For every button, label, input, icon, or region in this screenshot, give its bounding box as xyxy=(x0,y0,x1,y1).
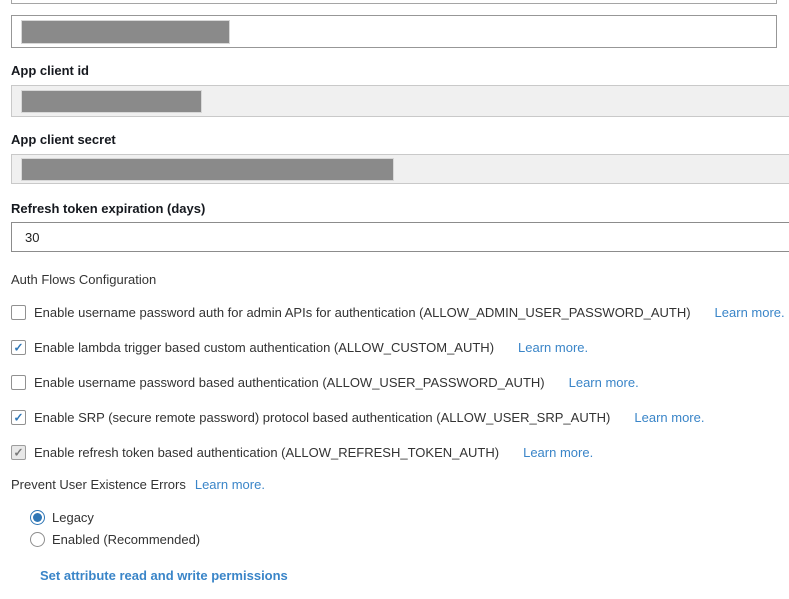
refresh-token-expiration-label: Refresh token expiration (days) xyxy=(11,201,206,216)
learn-more-link[interactable]: Learn more. xyxy=(518,340,589,355)
redacted-value xyxy=(21,20,230,44)
auth-flows-heading: Auth Flows Configuration xyxy=(11,272,157,287)
prevent-user-existence-errors xyxy=(11,477,789,492)
checkmark-icon: ✓ xyxy=(13,410,24,424)
auth-flow-option-custom-auth xyxy=(11,340,789,355)
set-attribute-permissions-link[interactable]: Set attribute read and write permissions xyxy=(40,568,288,583)
prevent-user-existence-errors-label: Prevent User Existence Errors xyxy=(11,477,186,492)
checkbox[interactable] xyxy=(11,375,26,390)
radio-option-legacy xyxy=(30,510,789,525)
learn-more-link[interactable]: Learn more. xyxy=(568,375,639,390)
app-client-id-label: App client id xyxy=(11,63,89,78)
radio-label: Legacy xyxy=(52,510,94,525)
app-client-id-field xyxy=(11,85,789,117)
app-client-secret-label: App client secret xyxy=(11,132,116,147)
checkmark-icon: ✓ xyxy=(13,445,24,459)
app-client-name-input[interactable] xyxy=(11,15,777,48)
learn-more-link[interactable]: Learn more. xyxy=(194,477,265,492)
truncated-field-above xyxy=(11,0,777,4)
radio-option-enabled xyxy=(30,532,789,547)
checkbox-label: Enable lambda trigger based custom authentication (ALLOW_CUSTOM_AUTH) xyxy=(34,340,495,355)
radio-label: Enabled (Recommended) xyxy=(52,532,201,547)
auth-flow-option-user-srp xyxy=(11,410,789,425)
redacted-value xyxy=(21,158,394,181)
radio-button[interactable] xyxy=(30,510,45,525)
learn-more-link[interactable]: Learn more. xyxy=(714,305,785,320)
app-client-secret-field xyxy=(11,154,789,184)
learn-more-link[interactable]: Learn more. xyxy=(523,445,594,460)
checkbox[interactable] xyxy=(11,340,26,355)
radio-button[interactable] xyxy=(30,532,45,547)
checkbox-label: Enable refresh token based authentication (ALLOW_REFRESH_TOKEN_AUTH) xyxy=(34,445,500,460)
auth-flow-option-refresh-token xyxy=(11,445,789,460)
checkbox-label: Enable SRP (secure remote password) protocol based authentication (ALLOW_USER_SRP_AUTH) xyxy=(34,410,611,425)
checkbox[interactable] xyxy=(11,410,26,425)
prevent-user-existence-options xyxy=(30,510,789,547)
checkbox-label: Enable username password based authentication (ALLOW_USER_PASSWORD_AUTH) xyxy=(34,375,545,390)
auth-flow-option-admin-user-password xyxy=(11,305,789,320)
checkbox xyxy=(11,445,26,460)
auth-flow-option-user-password xyxy=(11,375,789,390)
checkmark-icon: ✓ xyxy=(13,340,24,354)
refresh-token-expiration-input[interactable] xyxy=(11,222,789,252)
learn-more-link[interactable]: Learn more. xyxy=(634,410,705,425)
refresh-token-expiration-value: 30 xyxy=(25,229,40,245)
radio-dot xyxy=(33,513,42,522)
checkbox[interactable] xyxy=(11,305,26,320)
redacted-value xyxy=(21,90,202,113)
checkbox-label: Enable username password auth for admin APIs for authentication (ALLOW_ADMIN_USER_PASSWORD_AUTH) xyxy=(34,305,691,320)
